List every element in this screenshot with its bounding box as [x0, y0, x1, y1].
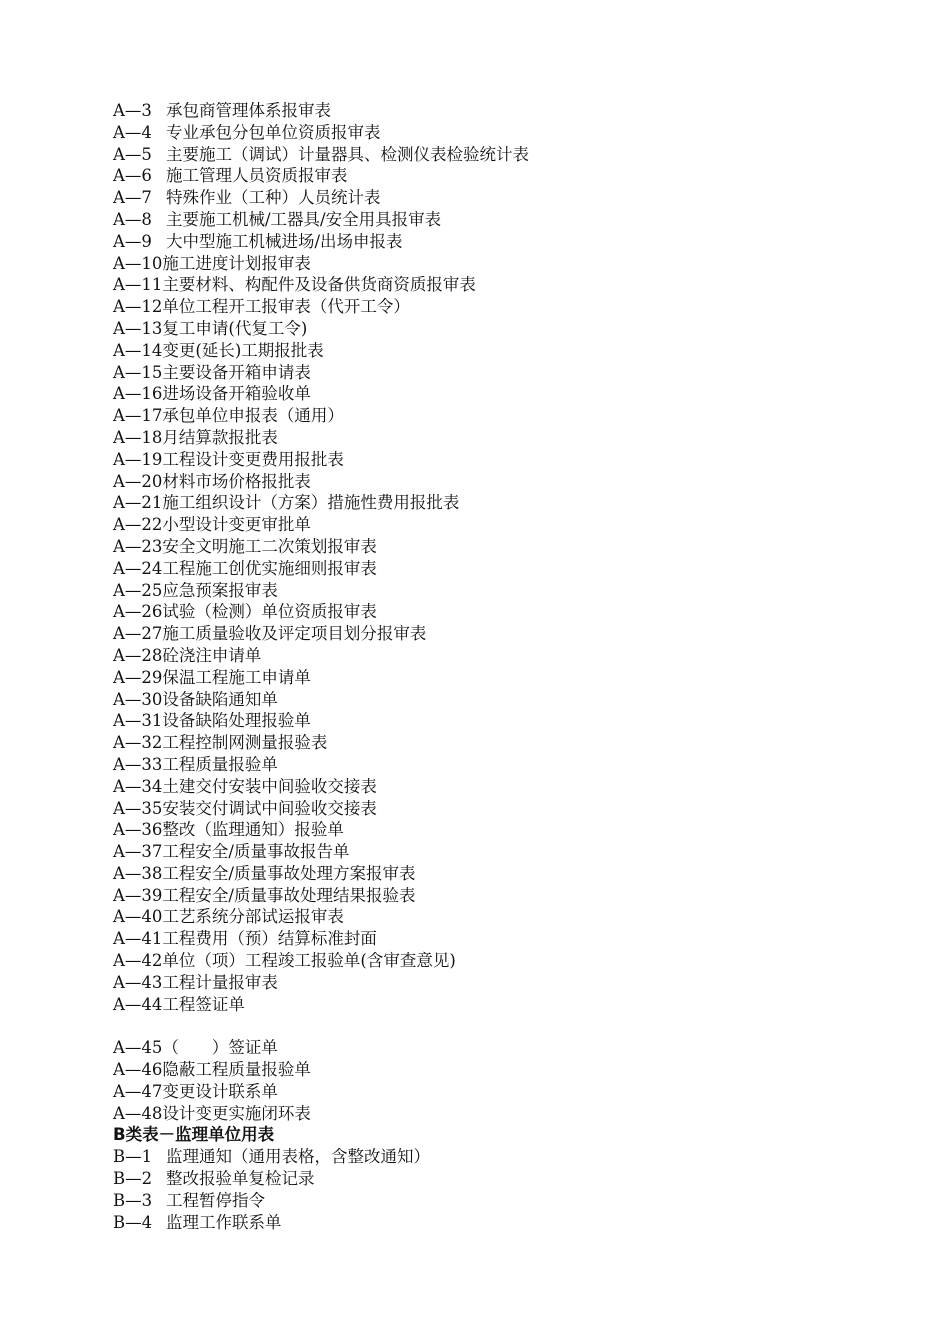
form-code: A—7 — [113, 188, 152, 208]
list-item — [113, 383, 910, 405]
form-code: A—20 — [113, 471, 163, 491]
list-item — [113, 492, 910, 514]
form-title: 承包商管理体系报审表 — [166, 101, 331, 120]
list-item — [113, 1212, 910, 1234]
form-code: A—15 — [113, 362, 163, 382]
list-item — [113, 623, 910, 645]
form-title: 主要材料、构配件及设备供货商资质报审表 — [162, 275, 476, 295]
form-code: A—29 — [113, 667, 163, 687]
b-form-list — [113, 1146, 910, 1233]
list-item — [113, 950, 910, 972]
form-code: A—30 — [113, 689, 163, 709]
form-code: A—38 — [113, 863, 163, 883]
form-code: B—3 — [113, 1190, 153, 1210]
form-title: 承包单位申报表（通用） — [162, 406, 344, 426]
list-item — [113, 689, 910, 711]
list-item — [113, 187, 910, 209]
form-title: 施工进度计划报审表 — [162, 253, 311, 273]
list-item — [113, 231, 910, 253]
form-title: 变更设计联系单 — [162, 1081, 278, 1101]
form-title: 单位（项）工程竣工报验单(含审查意见) — [162, 951, 456, 971]
form-title: 特殊作业（工种）人员统计表 — [166, 188, 381, 208]
form-code: A—33 — [113, 754, 163, 774]
form-title: 主要施工（调试）计量器具、检测仪表检验统计表 — [166, 144, 529, 164]
form-title: 整改报验单复检记录 — [166, 1169, 315, 1189]
list-item — [113, 514, 910, 536]
a-form-list — [113, 100, 910, 1015]
form-title: 大中型施工机械进场/出场申报表 — [166, 231, 403, 251]
form-title: 主要施工机械/工器具/安全用具报审表 — [166, 209, 442, 229]
form-code: A—25 — [113, 580, 163, 600]
list-item — [113, 362, 910, 384]
form-code: B—4 — [113, 1212, 153, 1232]
list-item — [113, 100, 910, 122]
list-item — [113, 863, 910, 885]
form-title: 工程签证单 — [162, 994, 245, 1014]
list-item — [113, 558, 910, 580]
form-title: 工程费用（预）结算标准封面 — [162, 929, 377, 949]
list-item — [113, 253, 910, 275]
list-item — [113, 209, 910, 231]
form-code: A—5 — [113, 144, 152, 164]
document-page — [113, 100, 910, 1233]
list-item — [113, 1081, 910, 1103]
form-code: A—46 — [113, 1060, 163, 1080]
form-code: A—11 — [113, 275, 163, 295]
form-title: （ ）签证单 — [162, 1038, 278, 1058]
list-item — [113, 318, 910, 340]
form-title: 保温工程施工申请单 — [162, 667, 311, 687]
form-title: 变更(延长)工期报批表 — [162, 340, 324, 360]
form-title: 施工组织设计（方案）措施性费用报批表 — [162, 493, 460, 513]
form-title: 监理通知（通用表格，含整改通知） — [166, 1147, 430, 1167]
form-title: 试验（检测）单位资质报审表 — [162, 602, 377, 622]
list-item — [113, 340, 910, 362]
list-item — [113, 754, 910, 776]
list-item — [113, 536, 910, 558]
form-code: A—44 — [113, 994, 163, 1014]
form-title: 工艺系统分部试运报审表 — [162, 907, 344, 927]
form-title: 设备缺陷处理报验单 — [162, 711, 311, 731]
form-title: 工程安全/质量事故报告单 — [162, 842, 350, 862]
form-code: A—43 — [113, 972, 163, 992]
section-heading-b: B类表－监理单位用表 — [113, 1125, 275, 1145]
list-item — [113, 1190, 910, 1212]
list-item — [113, 841, 910, 863]
list-item — [113, 798, 910, 820]
list-item — [113, 732, 910, 754]
form-code: A—28 — [113, 645, 163, 665]
form-title: 砼浇注申请单 — [162, 645, 262, 665]
list-item — [113, 601, 910, 623]
list-item — [113, 449, 910, 471]
form-title: 施工质量验收及评定项目划分报审表 — [162, 624, 427, 644]
list-item — [113, 1059, 910, 1081]
list-item — [113, 645, 910, 667]
form-code: A—9 — [113, 231, 152, 251]
list-item — [113, 427, 910, 449]
form-code: A—4 — [113, 122, 152, 142]
form-code: A—13 — [113, 318, 163, 338]
form-code: A—19 — [113, 449, 163, 469]
blank-line — [113, 1015, 910, 1037]
form-title: 进场设备开箱验收单 — [162, 384, 311, 404]
list-item — [113, 471, 910, 493]
list-item — [113, 165, 910, 187]
form-title: 工程施工创优实施细则报审表 — [162, 558, 377, 578]
form-code: A—6 — [113, 166, 152, 186]
list-item — [113, 906, 910, 928]
form-code: A—14 — [113, 340, 163, 360]
form-code: A—32 — [113, 733, 163, 753]
list-item — [113, 667, 910, 689]
list-item — [113, 994, 910, 1016]
form-code: A—47 — [113, 1081, 163, 1101]
form-code: A—18 — [113, 427, 163, 447]
form-code: A—17 — [113, 406, 163, 426]
form-title: 工程安全/质量事故处理结果报验表 — [162, 885, 416, 905]
list-item — [113, 1037, 910, 1059]
form-code: A—26 — [113, 602, 163, 622]
form-title: 工程计量报审表 — [162, 972, 278, 992]
list-item — [113, 1146, 910, 1168]
form-code: A—8 — [113, 209, 152, 229]
form-title: 土建交付安装中间验收交接表 — [162, 776, 377, 796]
form-code: A—36 — [113, 820, 163, 840]
form-title: 应急预案报审表 — [162, 580, 278, 600]
list-item — [113, 144, 910, 166]
form-title: 监理工作联系单 — [166, 1212, 282, 1232]
list-item — [113, 296, 910, 318]
form-code: A—3 — [113, 101, 152, 120]
form-title: 工程质量报验单 — [162, 754, 278, 774]
form-code: A—42 — [113, 951, 163, 971]
form-title: 隐蔽工程质量报验单 — [162, 1060, 311, 1080]
form-title: 工程控制网测量报验表 — [162, 733, 328, 753]
list-item — [113, 710, 910, 732]
list-item — [113, 928, 910, 950]
form-code: A—27 — [113, 624, 163, 644]
list-item — [113, 1168, 910, 1190]
form-code: A—31 — [113, 711, 163, 731]
form-code: A—40 — [113, 907, 163, 927]
form-title: 安全文明施工二次策划报审表 — [162, 536, 377, 556]
form-code: A—12 — [113, 297, 163, 317]
form-title: 月结算款报批表 — [162, 427, 278, 447]
form-code: A—21 — [113, 493, 163, 513]
list-item — [113, 405, 910, 427]
form-code: A—45 — [113, 1038, 163, 1058]
list-item — [113, 580, 910, 602]
list-item — [113, 885, 910, 907]
form-title: 整改（监理通知）报验单 — [162, 820, 344, 840]
list-item — [113, 274, 910, 296]
form-code: A—16 — [113, 384, 163, 404]
form-code: A—48 — [113, 1103, 163, 1123]
form-title: 主要设备开箱申请表 — [162, 362, 311, 382]
form-code: A—24 — [113, 558, 163, 578]
list-item — [113, 972, 910, 994]
form-code: A—23 — [113, 536, 163, 556]
form-title: 小型设计变更审批单 — [162, 515, 311, 535]
form-title: 设计变更实施闭环表 — [162, 1103, 311, 1123]
form-title: 复工申请(代复工令) — [162, 318, 308, 338]
form-code: A—35 — [113, 798, 163, 818]
a-form-list-continued — [113, 1037, 910, 1124]
form-title: 安装交付调试中间验收交接表 — [162, 798, 377, 818]
list-item — [113, 1103, 910, 1125]
list-item — [113, 819, 910, 841]
form-code: A—10 — [113, 253, 163, 273]
form-code: A—34 — [113, 776, 163, 796]
form-code: A—39 — [113, 885, 163, 905]
form-title: 工程安全/质量事故处理方案报审表 — [162, 863, 416, 883]
form-title: 施工管理人员资质报审表 — [166, 166, 348, 186]
list-item — [113, 776, 910, 798]
list-item — [113, 122, 910, 144]
form-code: B—1 — [113, 1147, 153, 1167]
form-code: A—22 — [113, 515, 163, 535]
form-title: 工程暂停指令 — [166, 1190, 265, 1210]
form-title: 工程设计变更费用报批表 — [162, 449, 344, 469]
form-code: B—2 — [113, 1169, 153, 1189]
form-title: 材料市场价格报批表 — [162, 471, 311, 491]
form-title: 专业承包分包单位资质报审表 — [166, 122, 381, 142]
form-code: A—41 — [113, 929, 163, 949]
form-code: A—37 — [113, 842, 163, 862]
form-title: 单位工程开工报审表（代开工令） — [162, 297, 410, 317]
form-title: 设备缺陷通知单 — [162, 689, 278, 709]
